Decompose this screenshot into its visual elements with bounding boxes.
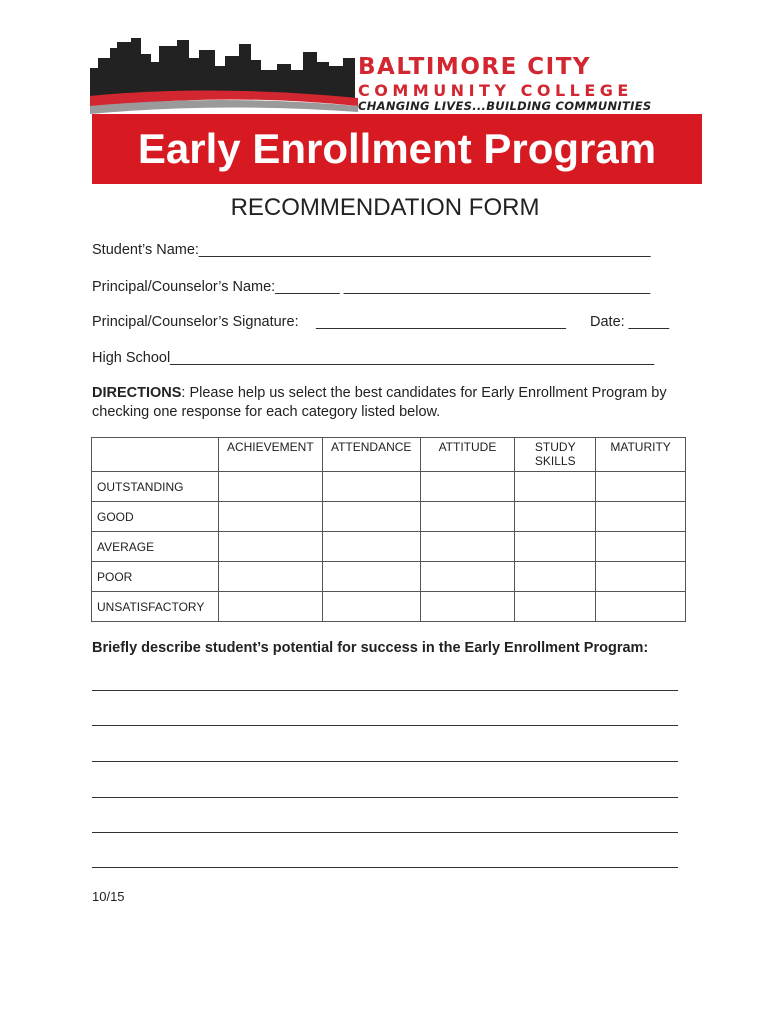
table-row xyxy=(92,532,686,562)
rating-cell[interactable] xyxy=(420,562,515,592)
rating-cell[interactable] xyxy=(420,532,515,562)
header-study-skills: STUDY SKILLS xyxy=(515,438,596,472)
rating-cell[interactable] xyxy=(515,532,596,562)
signature-field[interactable]: _______________________________ xyxy=(316,314,566,330)
rating-cell[interactable] xyxy=(322,562,420,592)
rating-cell[interactable] xyxy=(596,472,686,502)
student-name-field[interactable]: Student’s Name:________________________________________________________ xyxy=(92,242,651,258)
rating-cell[interactable] xyxy=(420,472,515,502)
rating-cell[interactable] xyxy=(596,532,686,562)
rating-cell[interactable] xyxy=(218,562,322,592)
row-label-good: GOOD xyxy=(92,502,219,532)
table-row xyxy=(92,472,686,502)
table-row xyxy=(92,562,686,592)
rating-cell[interactable] xyxy=(515,562,596,592)
rating-cell[interactable] xyxy=(218,472,322,502)
rating-cell[interactable] xyxy=(322,532,420,562)
banner-title: Early Enrollment Program xyxy=(137,125,657,172)
logo-tagline: CHANGING LIVES...BUILDING COMMUNITIES xyxy=(358,99,652,113)
rating-cell[interactable] xyxy=(218,532,322,562)
description-prompt: Briefly describe student’s potential for success in the Early Enrollment Program: xyxy=(92,640,649,656)
table-row xyxy=(92,592,686,622)
header-attendance: ATTENDANCE xyxy=(322,438,420,472)
rating-cell[interactable] xyxy=(596,562,686,592)
title-banner xyxy=(92,114,702,184)
signature-label: Principal/Counselor’s Signature: xyxy=(92,314,299,330)
header-maturity: MATURITY xyxy=(596,438,686,472)
counselor-name-field[interactable]: Principal/Counselor’s Name:________ ______________________________________ xyxy=(92,279,651,295)
table-header-row xyxy=(92,438,686,472)
skyline-icon xyxy=(90,36,360,116)
rating-cell[interactable] xyxy=(322,502,420,532)
directions-label: DIRECTIONS xyxy=(92,385,182,401)
rating-cell[interactable] xyxy=(596,592,686,622)
rating-cell[interactable] xyxy=(515,502,596,532)
directions-text: : Please help us select the best candidates for Early Enrollment Program by checking one response for each category listed below. xyxy=(92,385,667,420)
rating-cell[interactable] xyxy=(515,472,596,502)
description-line[interactable] xyxy=(92,761,678,762)
rating-cell[interactable] xyxy=(322,592,420,622)
directions xyxy=(92,384,692,422)
rating-cell[interactable] xyxy=(322,472,420,502)
header-blank xyxy=(92,438,219,472)
rating-cell[interactable] xyxy=(218,502,322,532)
rating-cell[interactable] xyxy=(420,502,515,532)
high-school-field[interactable]: High School____________________________________________________________ xyxy=(92,350,655,366)
row-label-average: AVERAGE xyxy=(92,532,219,562)
form-title: RECOMMENDATION FORM xyxy=(230,194,540,221)
revision-date: 10/15 xyxy=(92,889,125,904)
rating-cell[interactable] xyxy=(420,592,515,622)
description-line[interactable] xyxy=(92,832,678,833)
logo-subname: COMMUNITY COLLEGE xyxy=(358,81,633,100)
row-label-poor: POOR xyxy=(92,562,219,592)
description-line[interactable] xyxy=(92,725,678,726)
description-line[interactable] xyxy=(92,690,678,691)
header-attitude: ATTITUDE xyxy=(420,438,515,472)
college-logo xyxy=(90,36,695,116)
description-line[interactable] xyxy=(92,797,678,798)
row-label-unsatisfactory: UNSATISFACTORY xyxy=(92,592,219,622)
rating-cell[interactable] xyxy=(596,502,686,532)
logo-name: BALTIMORE CITY xyxy=(358,54,592,80)
rating-cell[interactable] xyxy=(218,592,322,622)
description-line[interactable] xyxy=(92,867,678,868)
rating-cell[interactable] xyxy=(515,592,596,622)
table-row xyxy=(92,502,686,532)
rating-table xyxy=(91,437,686,622)
header-achievement: ACHIEVEMENT xyxy=(218,438,322,472)
date-field[interactable]: Date: _____ xyxy=(590,314,670,330)
row-label-outstanding: OUTSTANDING xyxy=(92,472,219,502)
